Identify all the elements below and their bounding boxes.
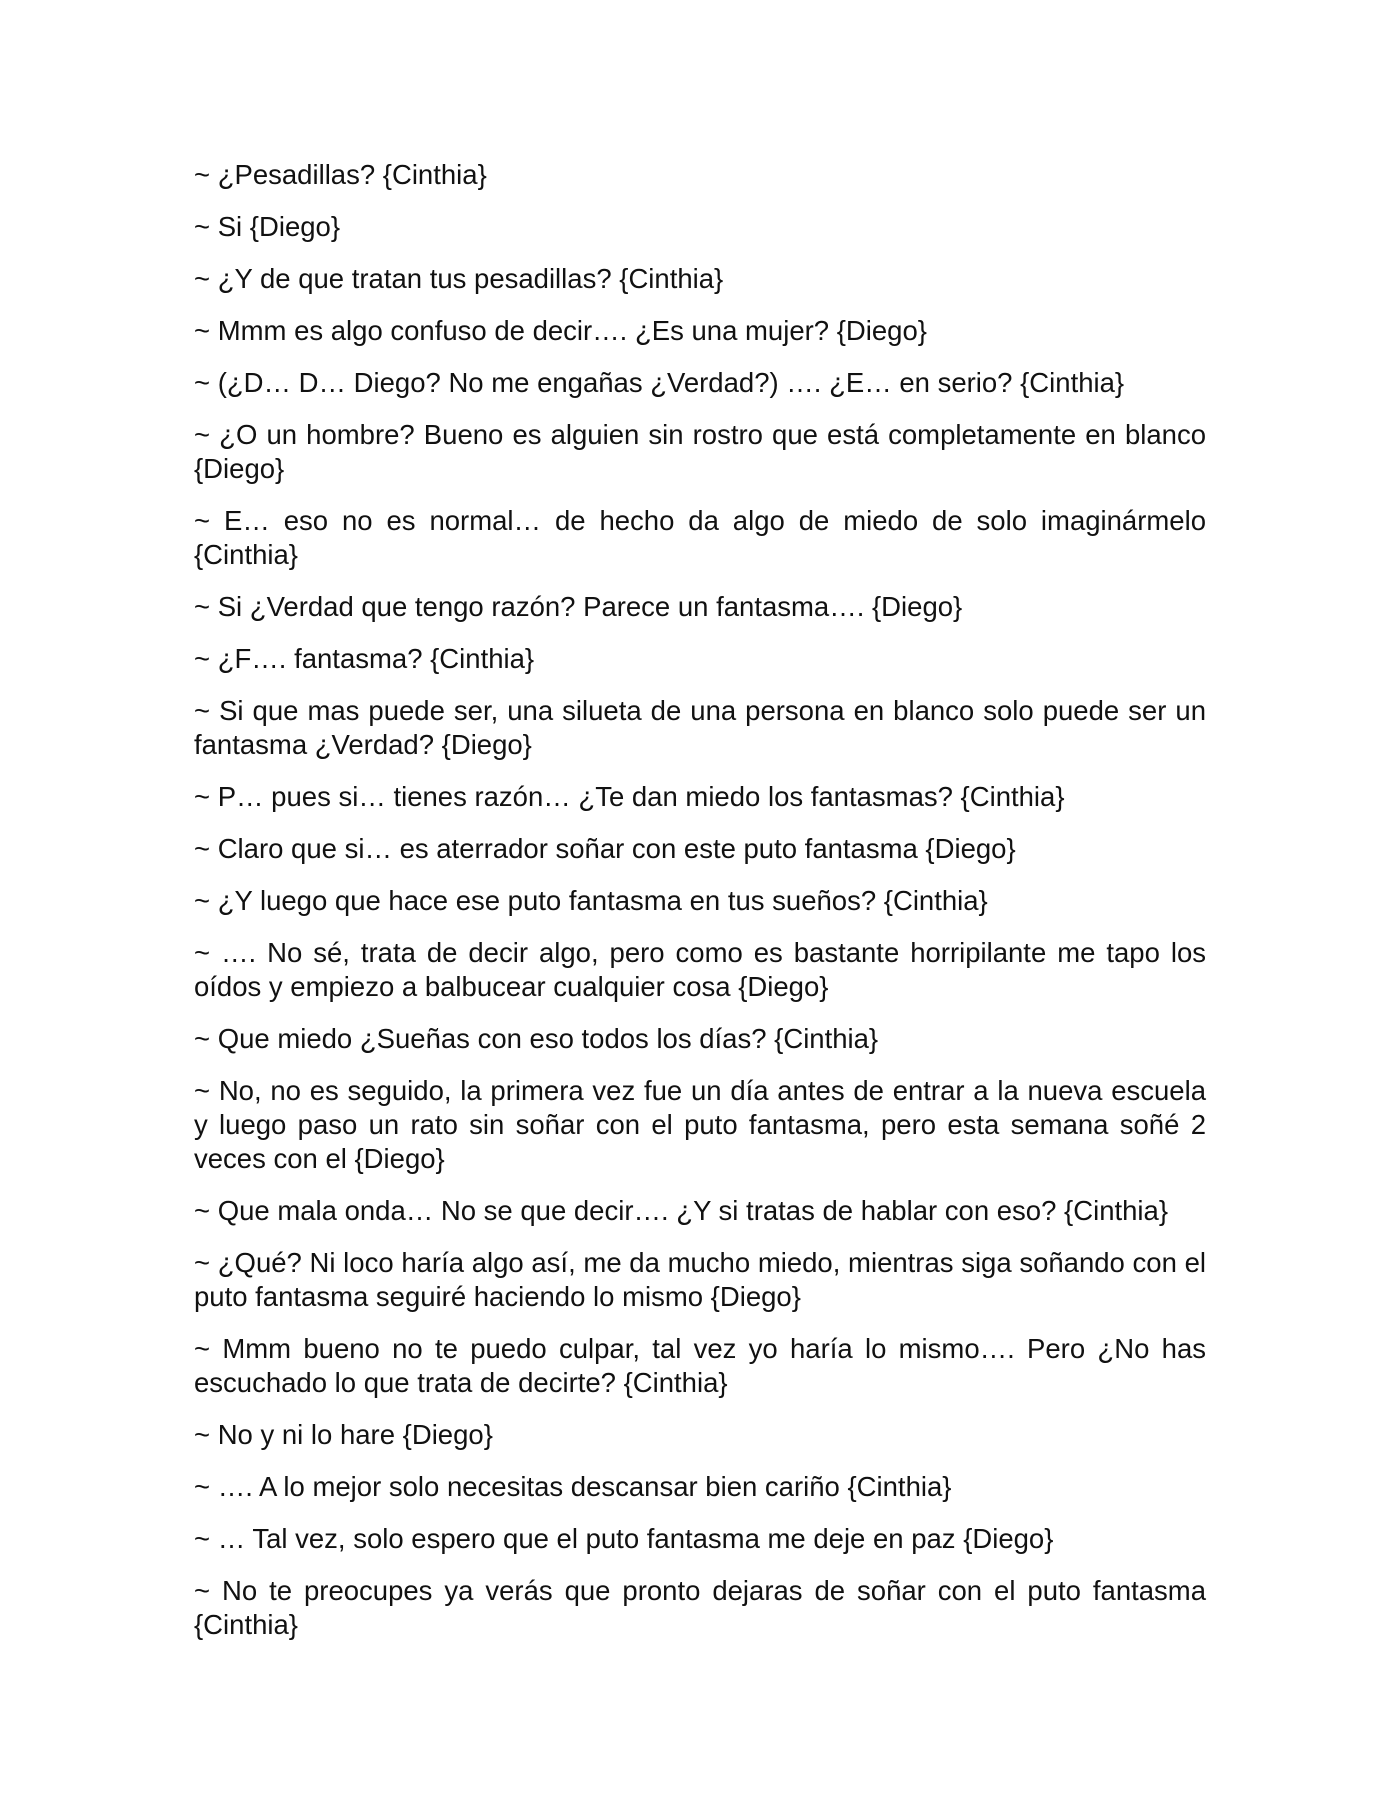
- dialogue-line: ~ Claro que si… es aterrador soñar con este puto fantasma {Diego}: [194, 833, 1016, 864]
- dialogue-line: ~ ¿Y luego que hace ese puto fantasma en tus sueños? {Cinthia}: [194, 885, 988, 916]
- dialogue-line: ~ ¿Qué? Ni loco haría algo así, me da mucho miedo, mientras siga soñando con el puto fantasma seguiré haciendo lo mismo {Diego}: [194, 1247, 1206, 1312]
- dialogue-line: ~ ¿Y de que tratan tus pesadillas? {Cinthia}: [194, 263, 724, 294]
- dialogue-line: ~ ¿Pesadillas? {Cinthia}: [194, 159, 487, 190]
- dialogue-line: ~ No y ni lo hare {Diego}: [194, 1419, 493, 1450]
- dialogue-line: ~ Que mala onda… No se que decir…. ¿Y si tratas de hablar con eso? {Cinthia}: [194, 1195, 1169, 1226]
- dialogue-line: ~ Que miedo ¿Sueñas con eso todos los días? {Cinthia}: [194, 1023, 879, 1054]
- dialogue-line: ~ Si que mas puede ser, una silueta de una persona en blanco solo puede ser un fantasma ¿Verdad? {Diego}: [194, 695, 1206, 760]
- dialogue-line: ~ ¿O un hombre? Bueno es alguien sin rostro que está completamente en blanco {Diego}: [194, 419, 1206, 484]
- dialogue-line: ~ No te preocupes ya verás que pronto dejaras de soñar con el puto fantasma {Cinthia}: [194, 1575, 1206, 1640]
- dialogue-line: ~ Si ¿Verdad que tengo razón? Parece un fantasma…. {Diego}: [194, 591, 963, 622]
- dialogue-line: ~ Mmm es algo confuso de decir…. ¿Es una mujer? {Diego}: [194, 315, 927, 346]
- dialogue-line: ~ Mmm bueno no te puedo culpar, tal vez yo haría lo mismo…. Pero ¿No has escuchado lo que trata de decirte? {Cinthia}: [194, 1333, 1206, 1398]
- dialogue-line: ~ No, no es seguido, la primera vez fue un día antes de entrar a la nueva escuela y luego paso un rato sin soñar con el puto fantasma, pero esta semana soñé 2 veces con el {Diego}: [194, 1075, 1206, 1174]
- dialogue-line: ~ …. No sé, trata de decir algo, pero como es bastante horripilante me tapo los oídos y empiezo a balbucear cualquier cosa {Diego}: [194, 937, 1206, 1002]
- dialogue-body: [194, 158, 1206, 1660]
- dialogue-line: ~ … Tal vez, solo espero que el puto fantasma me deje en paz {Diego}: [194, 1523, 1054, 1554]
- dialogue-line: ~ P… pues si… tienes razón… ¿Te dan miedo los fantasmas? {Cinthia}: [194, 781, 1065, 812]
- dialogue-line: ~ ¿F…. fantasma? {Cinthia}: [194, 643, 535, 674]
- dialogue-line: ~ …. A lo mejor solo necesitas descansar bien cariño {Cinthia}: [194, 1471, 952, 1502]
- dialogue-line: ~ (¿D… D… Diego? No me engañas ¿Verdad?) …. ¿E… en serio? {Cinthia}: [194, 367, 1125, 398]
- dialogue-line: ~ Si {Diego}: [194, 211, 341, 242]
- dialogue-line: ~ E… eso no es normal… de hecho da algo de miedo de solo imaginármelo {Cinthia}: [194, 505, 1206, 570]
